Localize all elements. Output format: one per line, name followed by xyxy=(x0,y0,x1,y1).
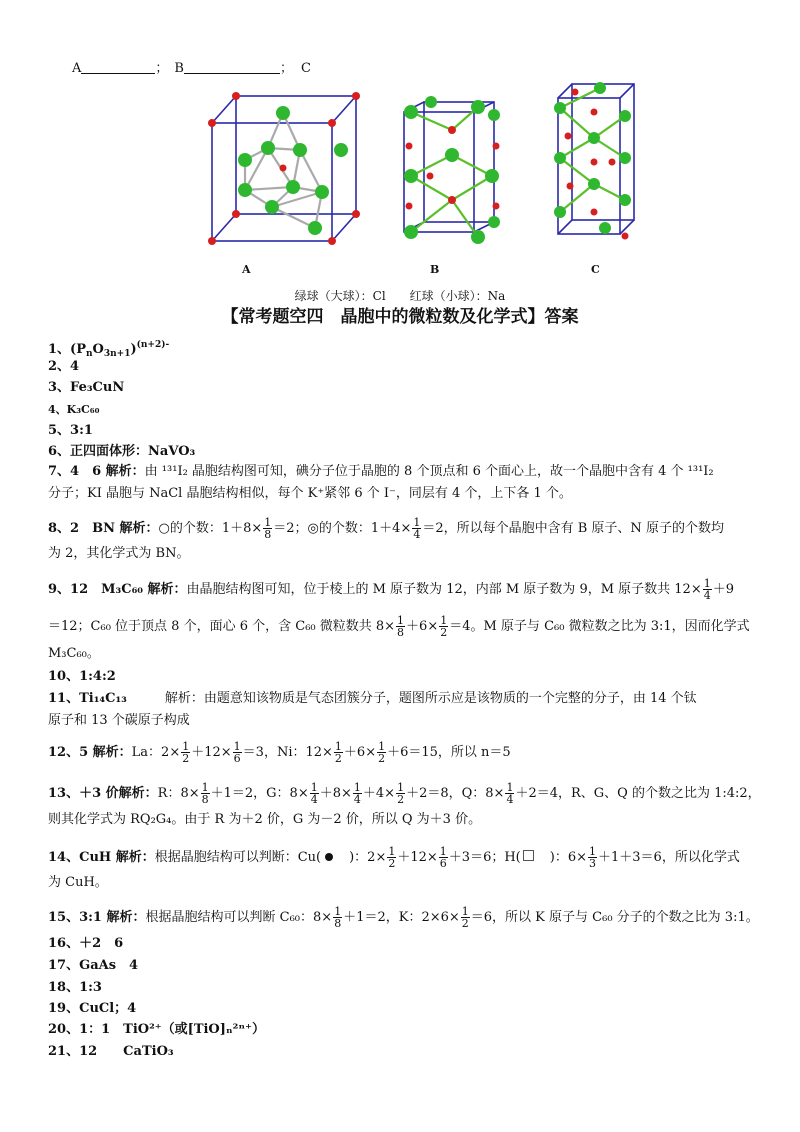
caption-b: B xyxy=(430,263,440,276)
answer-9-line3: M₃C₆₀。 xyxy=(48,646,100,661)
answer-18: 18、1:3 xyxy=(48,980,102,995)
label-b: B xyxy=(174,61,184,76)
separator: ； xyxy=(279,61,293,76)
answer-1: 1、$(P_nO_{3n+1})^{(n+2)-}$ xyxy=(48,340,170,359)
answer-16: 16、＋2 6 xyxy=(48,936,124,951)
answer-10: 10、1:4:2 xyxy=(48,669,116,684)
black-dot-icon xyxy=(325,853,333,861)
answer-15: 15、3:1 解析：根据晶胞结构可以判断 C₆₀：8× $\frac{1}{8}$ ＋1＝2，K：2×6× $\frac{1}{2}$ ＝6，所以 K 原子与 C₆₀ 分子的个数之比为 3:1。 xyxy=(48,905,759,930)
answer-12: 12、5 解析：La：2× $\frac{1}{2}$ ＋12× $\frac{1}{6}$ ＝3，Ni：12× $\frac{1}{2}$ ＋6× $\frac{1}{2}$ ＋6＝15，所以 n＝5 xyxy=(48,740,511,765)
answer-19: 19、CuCl；4 xyxy=(48,1001,137,1016)
answer-13: 13、＋3 价解析：R：8× $\frac{1}{8}$ ＋1＝2，G：8× $\frac{1}{4}$ ＋8× $\frac{1}{4}$ ＋4× $\frac{1}{2}$ ＋2＝8，Q：8× $\frac{1}{4}$ ＋2＝4，R、G、Q 的个数之比为 1:4:2， xyxy=(48,781,761,806)
answer-21: 21、12 CaTiO₃ xyxy=(48,1044,174,1059)
answer-14-line2: 为 CuH。 xyxy=(48,875,108,890)
answer-5: 5、3:1 xyxy=(48,423,93,438)
figure-b xyxy=(404,102,494,237)
page-title: 【常考题空四 晶胞中的微粒数及化学式】答案 xyxy=(221,307,579,327)
answer-9: 9、12 M₃C₆₀ 解析：由晶胞结构图可知，位于棱上的 M 原子数为 12，内部 M 原子数为 9，M 原子数共 12× $\frac{1}{4}$ ＋9 xyxy=(48,577,735,602)
answer-11: 11、Ti₁₄C₁₃ 解析：由题意知该物质是气态团簇分子，题图所示应是该物质的一个完整的分子，由 14 个钛 xyxy=(48,691,697,706)
answer-7-line2: 分子；KI 晶胞与 NaCl 晶胞结构相似，每个 K⁺紧邻 6 个 I⁻，同层有 4 个，上下各 1 个。 xyxy=(48,486,572,501)
answer-8-line2: 为 2，其化学式为 BN。 xyxy=(48,546,190,561)
legend: 绿球（大球）：Cl 红球（小球）：Na xyxy=(294,289,506,303)
answer-4: 4、K₃C₆₀ xyxy=(48,403,100,416)
crystal-figures xyxy=(0,0,800,285)
answer-17: 17、GaAs 4 xyxy=(48,958,139,973)
square-icon xyxy=(523,850,534,861)
answer-20: 20、1：1 TiO²⁺（或[TiO]ₙ²ⁿ⁺） xyxy=(48,1022,265,1037)
figure-a-atoms xyxy=(208,92,360,245)
label-c: C xyxy=(300,61,311,76)
answer-3: 3、Fe₃CuN xyxy=(48,380,125,395)
caption-c: C xyxy=(591,263,600,276)
label-a: A xyxy=(72,61,82,76)
answer-9-line2: ＝12；C₆₀ 位于顶点 8 个，面心 6 个，含 C₆₀ 微粒数共 8× $\frac{1}{8}$ ＋6× $\frac{1}{2}$ ＝4。M 原子与 C₆₀ 微粒数之比为 3:1，因而化学式 xyxy=(48,614,750,639)
answer-2: 2、4 xyxy=(48,359,80,374)
answer-11-line2: 原子和 13 个碳原子构成 xyxy=(48,713,190,728)
answer-14: 14、CuH 解析：根据晶胞结构可以判断：Cu( )：2× $\frac{1}{2}$ ＋12× $\frac{1}{6}$ ＋3＝6；H( )：6× $\frac{1}{3}$ ＋1＋3＝6，所以化学式 xyxy=(48,845,740,870)
answer-6: 6、正四面体形：NaVO₃ xyxy=(48,444,196,459)
answer-13-line2: 则其化学式为 RQ₂G₄。由于 R 为＋2 价，G 为－2 价，所以 Q 为＋3 价。 xyxy=(48,812,482,827)
answer-8: 8、2 BN 解析：○的个数：1＋8× $\frac{1}{8}$ ＝2；◎的个数：1＋4× $\frac{1}{4}$ ＝2，所以每个晶胞中含有 B 原子、N 原子的个数均 xyxy=(48,516,724,541)
answer-7: 7、4 6 解析：由 ¹³¹I₂ 晶胞结构图可知，碘分子位于晶胞的 8 个顶点和 6 个面心上，故一个晶胞中含有 4 个 ¹³¹I₂ xyxy=(48,464,714,479)
separator: ； xyxy=(155,61,169,76)
caption-a: A xyxy=(242,263,251,276)
